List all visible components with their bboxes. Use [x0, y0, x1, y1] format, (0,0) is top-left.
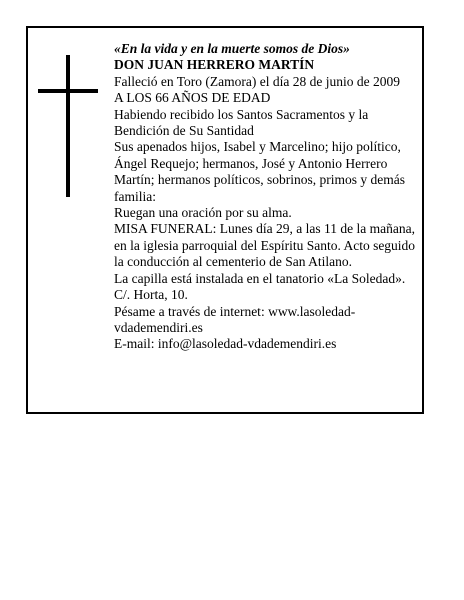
cross-icon	[38, 55, 98, 197]
sacraments-paragraph: Habiendo recibido los Santos Sacramentos y la Bendición de Su Santidad	[114, 106, 369, 139]
cross-vertical-bar	[66, 55, 70, 197]
chapel-line: La capilla está instalada en el tanatorio «La Soledad».	[114, 270, 406, 286]
deceased-name: DON JUAN HERRERO MARTÍN	[114, 57, 315, 73]
obituary-motto: «En la vida y en la muerte somos de Dios»	[114, 41, 350, 56]
cross-horizontal-bar	[38, 89, 98, 93]
death-date-line: Falleció en Toro (Zamora) el día 28 de junio de 2009	[114, 73, 400, 89]
funeral-mass-paragraph: MISA FUNERAL: Lunes día 29, a las 11 de la mañana, en la iglesia parroquial del Espíritu Santo. Acto seguido la conducción al cementerio de San Atilano.	[114, 221, 416, 270]
prayer-request: Ruegan una oración por su alma.	[114, 205, 292, 221]
obituary-text	[114, 41, 419, 353]
family-paragraph: Sus apenados hijos, Isabel y Marcelino; hijo político, Ángel Requejo; hermanos, José y Antonio Herrero Martín; hermanos políticos, sobrinos, primos y demás familia:	[114, 139, 405, 204]
condolences-web-line: Pésame a través de internet: www.lasoledad-vdademendiri.es	[114, 303, 356, 335]
email-line: E-mail: info@lasoledad-vdademendiri.es	[114, 336, 337, 352]
address-line: C/. Horta, 10.	[114, 287, 188, 303]
age-line: A LOS 66 AÑOS DE EDAD	[114, 90, 271, 106]
